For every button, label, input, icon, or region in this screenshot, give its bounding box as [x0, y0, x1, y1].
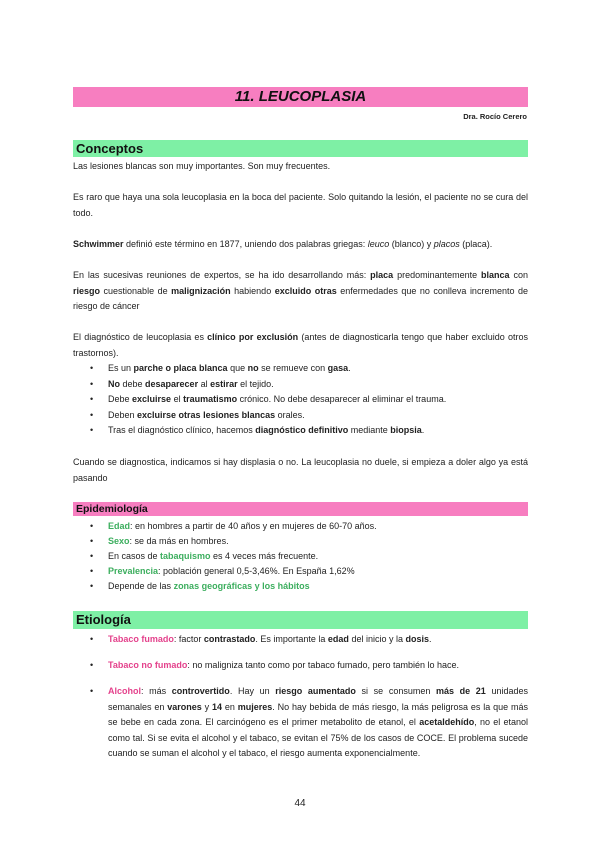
list-item: • Tabaco fumado: factor contrastado. Es importante la edad del inicio y la dosis. — [90, 632, 528, 648]
bullet-list — [90, 519, 528, 594]
paragraph: Es raro que haya una sola leucoplasia en la boca del paciente. Solo quitando la lesión, el paciente no se cura del todo. — [73, 192, 528, 218]
bullet-list — [90, 684, 528, 762]
paragraph: En las sucesivas reuniones de expertos, se ha ido desarrollando más: placa predominantemente blanca con riesgo cuestionable de malignización habiendo excluido otras enfermedades que no conlleva incremento de riesgo de cáncer — [73, 270, 528, 311]
list-item: • Prevalencia: población general 0,5-3,46%. En España 1,62% — [90, 564, 528, 579]
paragraph: Schwimmer definió este término en 1877, uniendo dos palabras griegas: leuco (blanco) y placos (placa). — [73, 239, 493, 249]
list-item: • Deben excluirse otras lesiones blancas orales. — [90, 408, 528, 424]
list-item: • Tabaco no fumado: no maligniza tanto como por tabaco fumado, pero también lo hace. — [90, 658, 528, 674]
bullet-list — [90, 658, 528, 674]
author: Dra. Rocío Cerero — [463, 112, 527, 121]
list-item: • No debe desaparecer al estirar el tejido. — [90, 377, 528, 393]
list-item: • Edad: en hombres a partir de 40 años y en mujeres de 60-70 años. — [90, 519, 528, 534]
page-number: 44 — [294, 798, 306, 809]
bullet-list — [90, 632, 528, 648]
list-item: • Debe excluirse el traumatismo crónico. No debe desaparecer al eliminar el trauma. — [90, 392, 528, 408]
list-item: • Sexo: se da más en hombres. — [90, 534, 528, 549]
section-heading-etiologia: Etiología — [73, 611, 528, 629]
list-item: • Tras el diagnóstico clínico, hacemos diagnóstico definitivo mediante biopsia. — [90, 423, 528, 439]
paragraph: Las lesiones blancas son muy importantes. Son muy frecuentes. — [73, 161, 331, 171]
list-item: • En casos de tabaquismo es 4 veces más frecuente. — [90, 549, 528, 564]
list-item: • Es un parche o placa blanca que no se remueve con gasa. — [90, 361, 528, 377]
page-title: 11. LEUCOPLASIA — [73, 87, 528, 107]
section-heading-epidemiologia: Epidemiología — [73, 502, 528, 516]
paragraph: El diagnóstico de leucoplasia es clínico por exclusión (antes de diagnosticarla tengo que haber excluido otros trastornos). — [73, 332, 528, 358]
section-heading-conceptos: Conceptos — [73, 140, 528, 157]
list-item: • Alcohol: más controvertido. Hay un riesgo aumentado si se consumen más de 21 unidades semanales en varones y 14 en mujeres. No hay bebida de más riesgo, la más peligrosa es la que más se bebe en cada zona. El carcinógeno es el primer metabolito de etanol, el acetaldehído, no el etanol como tal. Si se evita el alcohol y el tabaco, se evitan el 75% de los casos de COCE. El problema sucede cuando se suman el alcohol y el tabaco, el riesgo aumenta exponencialmente. — [90, 684, 528, 762]
list-item: • Depende de las zonas geográficas y los hábitos — [90, 579, 528, 594]
bullet-list — [90, 361, 528, 439]
paragraph: Cuando se diagnostica, indicamos si hay displasia o no. La leucoplasia no duele, si empieza a doler algo ya está pasando — [73, 457, 528, 483]
